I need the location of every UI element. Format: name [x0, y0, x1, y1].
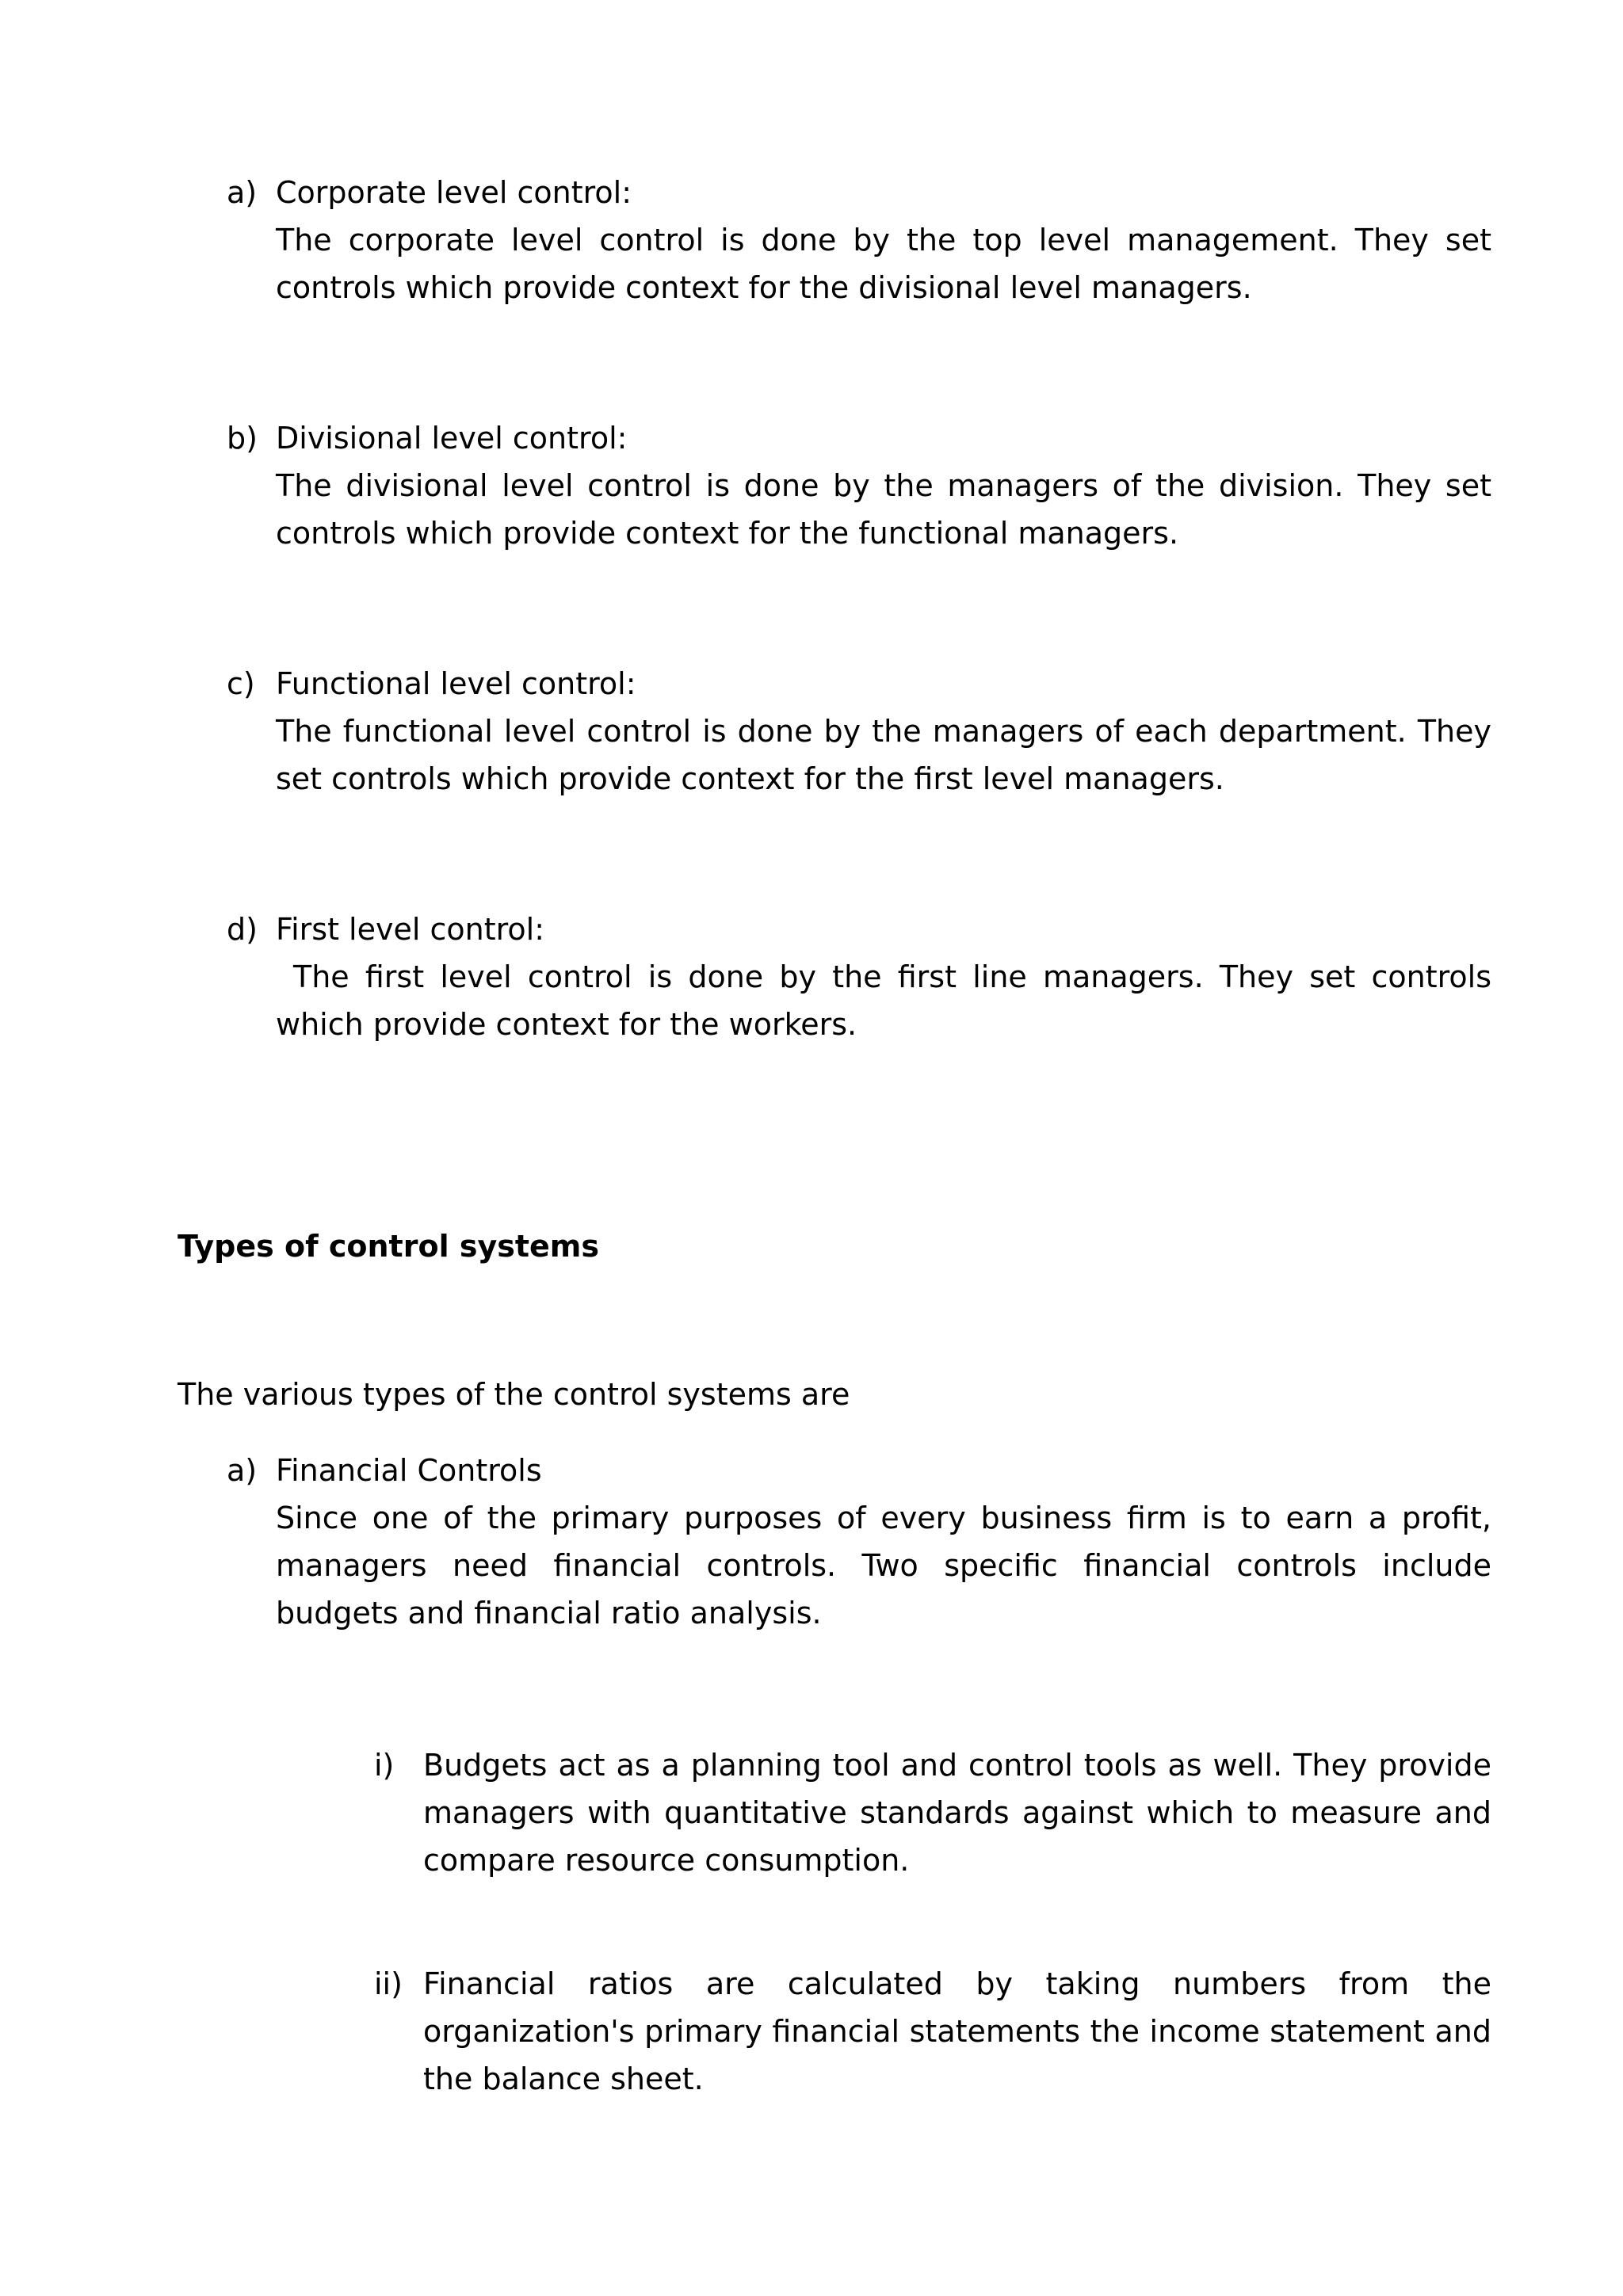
item-body: The first level control is done by the first line managers. They set controls which provide context for the workers.	[276, 959, 1491, 1042]
section-heading: Types of control systems	[178, 1229, 599, 1264]
item-title: Financial Controls	[276, 1453, 542, 1488]
sub-item-text: Budgets act as a planning tool and control tools as well. They provide managers with quantitative standards against which to measure and compare resource consumption.	[423, 1748, 1491, 1878]
list-marker: c)	[227, 666, 255, 701]
list-item-corporate-level	[227, 169, 1491, 311]
list-item-first-level	[227, 906, 1491, 1048]
list-item-divisional-level	[227, 414, 1491, 557]
section-intro: The various types of the control systems are	[178, 1377, 850, 1412]
item-title: Divisional level control:	[276, 421, 628, 456]
list-marker: a)	[227, 175, 258, 210]
list-marker: a)	[227, 1453, 258, 1488]
item-title: First level control:	[276, 912, 545, 947]
list-item-functional-level	[227, 660, 1491, 803]
sub-list-marker: ii)	[374, 1966, 403, 2001]
sub-item-budgets	[374, 1741, 1491, 1884]
item-body: The divisional level control is done by the managers of the division. They set controls which provide context for the functional managers.	[276, 468, 1491, 551]
item-body: The corporate level control is done by the top level management. They set controls which provide context for the divisional level managers.	[276, 223, 1491, 305]
sub-item-text: Financial ratios are calculated by taking numbers from the organization's primary financial statements the income statement and the balance sheet.	[423, 1966, 1491, 2096]
sub-item-financial-ratios	[374, 1960, 1491, 2103]
item-body: Since one of the primary purposes of every business firm is to earn a profit, managers need financial controls. Two specific financial controls include budgets and financial ratio analysis.	[276, 1501, 1491, 1630]
list-marker: d)	[227, 912, 258, 947]
list-marker: b)	[227, 421, 258, 456]
item-body: The functional level control is done by the managers of each department. They set controls which provide context for the first level managers.	[276, 714, 1491, 796]
sub-list-marker: i)	[374, 1748, 395, 1783]
item-title: Functional level control:	[276, 666, 636, 701]
list-item-financial-controls	[227, 1447, 1491, 1637]
item-title: Corporate level control:	[276, 175, 632, 210]
